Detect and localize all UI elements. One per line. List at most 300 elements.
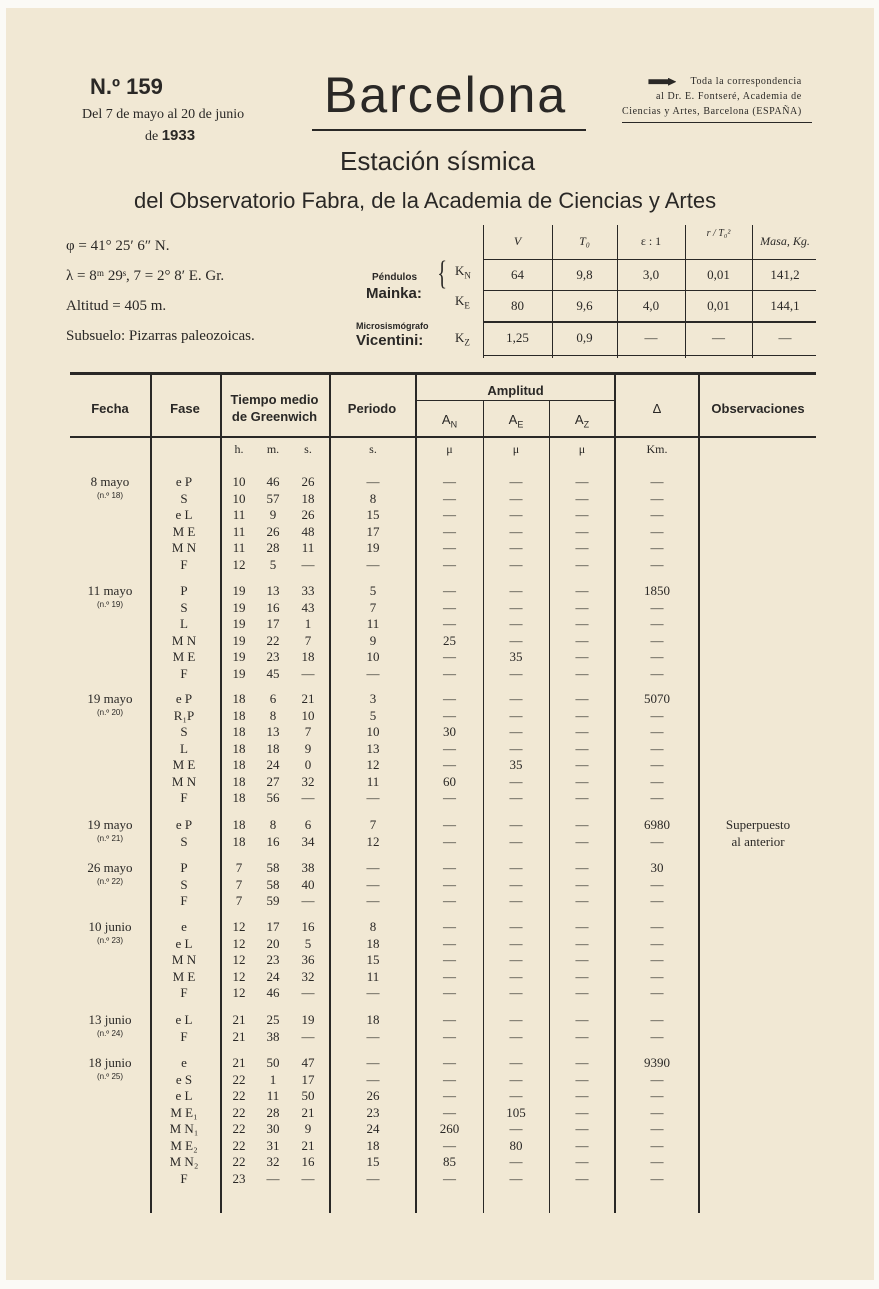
header-observaciones: Observaciones <box>711 401 805 416</box>
cell-periodo: 12 <box>366 833 380 849</box>
cell-periodo: 23 <box>366 1104 380 1120</box>
cell-amp-e: — <box>509 556 523 572</box>
event-number: (n.º 22) <box>96 877 124 886</box>
cell-amp-e: — <box>509 1028 523 1044</box>
cell-second: 9 <box>304 740 312 756</box>
unit-m: m. <box>266 442 280 456</box>
header-periodo: Periodo <box>347 401 397 416</box>
cell-hour: 22 <box>232 1154 246 1169</box>
cell-delta: — <box>650 1170 664 1186</box>
cell-amp-e: — <box>509 919 523 934</box>
cell-second: 0 <box>304 757 312 772</box>
cell-fase: S <box>180 833 188 849</box>
cell-amp-z: — <box>575 935 589 951</box>
inst-value: 3,0 <box>642 267 660 282</box>
cell-minute: 26 <box>266 523 280 539</box>
cell-second: — <box>301 665 315 681</box>
cell-minute: 57 <box>266 490 280 506</box>
component-sub: Z <box>464 337 470 348</box>
cell-amp-z: — <box>575 1137 589 1153</box>
cell-minute: 8 <box>269 817 277 832</box>
cell-periodo: — <box>366 1170 380 1186</box>
cell-amp-e: 35 <box>509 649 523 664</box>
cell-periodo: 5 <box>369 707 377 723</box>
cell-second: 50 <box>301 1088 315 1103</box>
correspondence-line-3: Ciencias y Artes, Barcelona (ESPAÑA) <box>622 106 802 117</box>
cell-delta: — <box>650 1012 664 1027</box>
cell-delta: — <box>650 773 664 789</box>
cell-hour: 19 <box>232 599 246 615</box>
cell-amp-n: — <box>443 817 456 832</box>
cell-amp-z: — <box>575 540 589 555</box>
inst-value: 0,01 <box>707 267 730 282</box>
cell-minute: 27 <box>266 773 280 789</box>
table-top-rule <box>70 372 816 375</box>
cell-amp-e: — <box>509 707 523 723</box>
header-tiempo-2: de Greenwich <box>231 409 318 424</box>
cell-amp-n: — <box>443 876 456 892</box>
cell-hour: 7 <box>235 860 243 875</box>
cell-hour: 12 <box>232 985 246 1000</box>
cell-minute: 31 <box>266 1137 280 1153</box>
cell-fase: S <box>180 876 188 892</box>
component-sub: N <box>464 270 471 281</box>
cell-minute: 56 <box>266 790 280 805</box>
cell-minute: 18 <box>266 740 280 756</box>
cell-amp-z: — <box>575 1088 589 1103</box>
cell-second: — <box>301 985 315 1000</box>
cell-amp-n: — <box>443 616 456 631</box>
cell-second: — <box>301 1028 315 1044</box>
cell-amp-z: — <box>575 817 589 832</box>
cell-fase: S <box>180 724 188 739</box>
cell-amp-n: — <box>443 1088 456 1103</box>
event-number: (n.º 21) <box>96 834 124 843</box>
cell-minute: 24 <box>266 757 280 772</box>
inst-grid-line <box>483 321 816 323</box>
cell-amp-n: — <box>443 507 456 522</box>
cell-second: 16 <box>301 919 315 934</box>
cell-periodo: — <box>366 876 380 892</box>
cell-amp-e: 80 <box>509 1137 523 1153</box>
cell-periodo: 10 <box>366 724 380 739</box>
event-number: (n.º 25) <box>96 1072 124 1081</box>
cell-amp-e: — <box>509 876 523 892</box>
cell-hour: 23 <box>232 1170 246 1186</box>
cell-delta: — <box>650 1104 664 1120</box>
event-number: (n.º 24) <box>96 1029 124 1038</box>
cell-minute: 1 <box>269 1071 277 1087</box>
cell-hour: 22 <box>232 1121 246 1136</box>
cell-fase: e <box>181 919 187 934</box>
cell-amp-z: — <box>575 599 589 615</box>
title-rule <box>312 129 586 131</box>
pendulos-label: Péndulos <box>372 272 418 283</box>
cell-amp-n: — <box>443 833 456 849</box>
cell-amp-z: — <box>575 707 589 723</box>
cell-delta: — <box>650 707 664 723</box>
cell-delta: — <box>650 474 664 489</box>
cell-amp-e: — <box>509 1170 523 1186</box>
header-an <box>416 412 483 430</box>
cell-fase: e S <box>175 1071 193 1087</box>
year-line <box>145 127 195 145</box>
component-sub: E <box>464 300 470 311</box>
cell-amp-z: — <box>575 523 589 539</box>
cell-minute: 46 <box>266 474 280 489</box>
cell-hour: 12 <box>232 556 246 572</box>
inst-header-r: r / T₀² <box>706 228 731 239</box>
cell-amp-e: — <box>509 1154 523 1169</box>
cell-amp-n: — <box>443 556 456 572</box>
cell-observacion: al anterior <box>731 833 785 849</box>
cell-amp-z: — <box>575 1055 589 1070</box>
cell-fase: F <box>180 1028 188 1044</box>
cell-fase: M N <box>171 540 197 555</box>
inst-header-v: V <box>513 234 522 248</box>
cell-amp-n: 30 <box>443 724 456 739</box>
cell-delta: — <box>650 507 664 522</box>
cell-amp-n: — <box>443 490 456 506</box>
cell-amp-e: — <box>509 599 523 615</box>
cell-amp-e: — <box>509 665 523 681</box>
cell-periodo: 9 <box>369 632 377 648</box>
cell-fase: M N <box>171 632 197 648</box>
cell-hour: 12 <box>232 968 246 984</box>
microsismografo-label: Microsismógrafo <box>356 321 429 331</box>
cell-observacion: Superpuesto <box>725 817 791 832</box>
cell-hour: 18 <box>232 724 246 739</box>
cell-hour: 22 <box>232 1104 246 1120</box>
cell-amp-n: — <box>443 1104 456 1120</box>
component-letter: K <box>455 293 465 308</box>
header-az <box>549 412 615 430</box>
cell-minute: 8 <box>269 707 277 723</box>
cell-amp-z: — <box>575 757 589 772</box>
cell-hour: 12 <box>232 952 246 967</box>
cell-fase: P <box>180 860 188 875</box>
cell-fase: e P <box>175 817 193 832</box>
cell-amp-e: — <box>509 1012 523 1027</box>
unit-ae: μ <box>512 442 520 456</box>
cell-amp-e: — <box>509 1055 523 1070</box>
inst-value: — <box>712 330 725 345</box>
component-letter: K <box>455 263 465 278</box>
cell-amp-e: — <box>509 790 523 805</box>
cell-amp-n: — <box>443 968 456 984</box>
cell-amp-e: — <box>509 523 523 539</box>
cell-second: 17 <box>301 1071 315 1087</box>
inst-value: 144,1 <box>770 298 800 313</box>
cell-amp-z: — <box>575 556 589 572</box>
cell-second: 16 <box>301 1154 315 1169</box>
cell-amp-n: 85 <box>443 1154 456 1169</box>
event-number: (n.º 18) <box>96 491 124 500</box>
cell-second: 19 <box>301 1012 315 1027</box>
cell-second: — <box>301 893 315 908</box>
cell-periodo: 13 <box>366 740 380 756</box>
cell-fase: F <box>180 985 188 1000</box>
cell-second: 7 <box>304 724 312 739</box>
cell-amp-e: — <box>509 985 523 1000</box>
cell-periodo: — <box>366 1028 380 1044</box>
pointing-hand-icon <box>648 78 676 86</box>
cell-amp-n: — <box>443 860 456 875</box>
header-delta: Δ <box>652 401 662 416</box>
cell-amp-n: — <box>443 1137 456 1153</box>
cell-amp-z: — <box>575 632 589 648</box>
cell-amp-z: — <box>575 1121 589 1136</box>
cell-amp-z: — <box>575 665 589 681</box>
cell-fase: F <box>180 665 188 681</box>
cell-hour: 18 <box>232 757 246 772</box>
cell-amp-e: — <box>509 632 523 648</box>
cell-amp-e: — <box>509 773 523 789</box>
cell-minute: 45 <box>266 665 280 681</box>
cell-amp-e: — <box>509 860 523 875</box>
cell-second: 18 <box>301 490 315 506</box>
cell-periodo: 8 <box>369 919 377 934</box>
cell-delta: — <box>650 1071 664 1087</box>
cell-minute: 28 <box>266 1104 280 1120</box>
cell-periodo: — <box>366 985 380 1000</box>
event-number: (n.º 20) <box>96 708 124 717</box>
cell-minute: 25 <box>266 1012 280 1027</box>
cell-hour: 10 <box>232 474 246 489</box>
unit-s: s. <box>304 442 312 456</box>
cell-hour: 22 <box>232 1071 246 1087</box>
cell-periodo: 8 <box>369 490 377 506</box>
inst-header-eps: ε : 1 <box>640 234 662 248</box>
unit-h: h. <box>234 442 244 456</box>
cell-delta: — <box>650 919 664 934</box>
cell-hour: 18 <box>232 691 246 706</box>
cell-fase: M E <box>172 757 196 772</box>
cell-delta: — <box>650 1088 664 1103</box>
cell-minute: 32 <box>266 1154 280 1169</box>
cell-minute: 59 <box>266 893 280 908</box>
cell-hour: 21 <box>232 1012 246 1027</box>
cell-delta: 6980 <box>644 817 670 832</box>
cell-fase: M E₁ <box>170 1104 198 1120</box>
cell-amp-n: — <box>443 985 456 1000</box>
page-title: Barcelona <box>324 67 568 123</box>
cell-hour: 18 <box>232 817 246 832</box>
cell-second: 5 <box>304 935 312 951</box>
table-header-rule <box>70 436 816 438</box>
cell-amp-z: — <box>575 952 589 967</box>
cell-amp-n: — <box>443 1170 456 1186</box>
cell-periodo: — <box>366 556 380 572</box>
cell-hour: 18 <box>232 790 246 805</box>
cell-amp-n: — <box>443 523 456 539</box>
cell-second: — <box>301 790 315 805</box>
inst-value: 9,6 <box>576 298 593 313</box>
cell-hour: 22 <box>232 1088 246 1103</box>
cell-delta: — <box>650 935 664 951</box>
cell-hour: 11 <box>232 540 246 555</box>
cell-periodo: 3 <box>369 691 377 706</box>
row-date: 8 mayo <box>90 474 130 489</box>
cell-delta: 1850 <box>644 583 670 598</box>
cell-periodo: 17 <box>366 523 380 539</box>
cell-amp-z: — <box>575 724 589 739</box>
cell-hour: 18 <box>232 833 246 849</box>
cell-amp-e: — <box>509 616 523 631</box>
cell-amp-e: — <box>509 968 523 984</box>
cell-amp-n: — <box>443 665 456 681</box>
cell-periodo: — <box>366 474 380 489</box>
cell-second: 10 <box>301 707 315 723</box>
cell-fase: P <box>180 583 188 598</box>
cell-minute: 17 <box>266 919 280 934</box>
cell-second: 43 <box>301 599 315 615</box>
unit-delta: Km. <box>646 442 668 456</box>
cell-amp-e: — <box>509 1071 523 1087</box>
cell-fase: e P <box>175 691 193 706</box>
cell-second: 47 <box>301 1055 315 1070</box>
cell-fase: M E <box>172 649 196 664</box>
cell-periodo: — <box>366 790 380 805</box>
cell-amp-z: — <box>575 893 589 908</box>
cell-periodo: — <box>366 1071 380 1087</box>
cell-delta: — <box>650 632 664 648</box>
cell-second: 6 <box>304 817 312 832</box>
cell-second: 1 <box>304 616 312 631</box>
cell-periodo: 7 <box>369 817 377 832</box>
inst-value: 141,2 <box>770 267 800 282</box>
cell-fase: e P <box>175 474 193 489</box>
cell-hour: 10 <box>232 490 246 506</box>
cell-amp-z: — <box>575 490 589 506</box>
cell-amp-n: 260 <box>439 1121 460 1136</box>
cell-periodo: 11 <box>366 616 380 631</box>
cell-hour: 7 <box>235 893 243 908</box>
cell-amp-z: — <box>575 474 589 489</box>
component-kn <box>455 263 471 281</box>
cell-delta: — <box>650 616 664 631</box>
cell-amp-n: — <box>443 952 456 967</box>
subtitle-station: Estación sísmica <box>340 146 536 176</box>
row-date: 18 junio <box>88 1055 132 1070</box>
amplitud-rule <box>416 400 615 401</box>
cell-hour: 11 <box>232 507 246 522</box>
unit-an: μ <box>446 442 453 456</box>
cell-delta: — <box>650 724 664 739</box>
cell-delta: — <box>650 665 664 681</box>
cell-hour: 18 <box>232 740 246 756</box>
cell-fase: e L <box>175 507 193 522</box>
cell-delta: — <box>650 1028 664 1044</box>
cell-fase: S <box>180 599 188 615</box>
cell-periodo: — <box>366 665 380 681</box>
cell-amp-z: — <box>575 1071 589 1087</box>
cell-second: 32 <box>301 968 315 984</box>
cell-minute: 23 <box>266 952 280 967</box>
header-fase: Fase <box>170 401 200 416</box>
mainka-label: Mainka: <box>366 285 422 302</box>
cell-second: 36 <box>301 952 315 967</box>
inst-value: 9,8 <box>576 267 593 282</box>
header-ae <box>483 412 549 430</box>
cell-periodo: 11 <box>366 968 380 984</box>
cell-amp-z: — <box>575 1154 589 1169</box>
cell-periodo: 18 <box>366 935 380 951</box>
cell-amp-e: — <box>509 1121 523 1136</box>
cell-second: 21 <box>301 1137 315 1153</box>
cell-minute: 38 <box>266 1028 280 1044</box>
cell-amp-e: — <box>509 490 523 506</box>
cell-amp-z: — <box>575 691 589 706</box>
cell-amp-n: — <box>443 540 456 555</box>
correspondence-line-2: al Dr. E. Fontseré, Academia de <box>656 91 802 102</box>
cell-hour: 19 <box>232 665 246 681</box>
correspondence-note <box>622 74 802 119</box>
cell-hour: 18 <box>232 707 246 723</box>
component-ke <box>455 293 470 311</box>
cell-hour: 12 <box>232 919 246 934</box>
cell-second: 7 <box>304 632 312 648</box>
cell-delta: — <box>650 952 664 967</box>
cell-amp-e: — <box>509 833 523 849</box>
cell-second: 33 <box>301 583 315 598</box>
longitude: λ = 8ᵐ 29ˢ, 7 = 2° 8′ E. Gr. <box>66 268 225 284</box>
cell-hour: 21 <box>232 1055 246 1070</box>
cell-amp-e: — <box>509 1088 523 1103</box>
cell-amp-n: — <box>443 599 456 615</box>
cell-fase: M E <box>172 523 196 539</box>
cell-periodo: 18 <box>366 1137 380 1153</box>
brace-icon: { <box>437 255 448 292</box>
cell-minute: 17 <box>266 616 280 631</box>
cell-fase: S <box>180 490 188 506</box>
component-letter: K <box>455 330 465 345</box>
cell-minute: 16 <box>266 833 280 849</box>
cell-minute: 20 <box>266 935 280 951</box>
cell-minute: 5 <box>269 556 277 572</box>
cell-amp-n: — <box>443 1028 456 1044</box>
cell-amp-z: — <box>575 1012 589 1027</box>
cell-second: — <box>301 1170 315 1186</box>
cell-amp-e: — <box>509 583 523 598</box>
cell-periodo: 19 <box>366 540 380 555</box>
cell-amp-n: — <box>443 707 456 723</box>
cell-amp-e: — <box>509 740 523 756</box>
cell-periodo: — <box>366 1055 380 1070</box>
cell-amp-n: — <box>443 919 456 934</box>
event-number: (n.º 23) <box>96 936 124 945</box>
component-kz <box>455 330 470 348</box>
cell-amp-e: — <box>509 540 523 555</box>
inst-value: 80 <box>511 298 524 313</box>
inst-value: 64 <box>511 267 524 282</box>
cell-periodo: 11 <box>366 773 380 789</box>
cell-minute: 50 <box>266 1055 280 1070</box>
altitude: Altitud = 405 m. <box>66 298 167 314</box>
cell-amp-e: — <box>509 952 523 967</box>
cell-amp-n: — <box>443 691 456 706</box>
cell-amp-n: — <box>443 740 456 756</box>
cell-hour: 19 <box>232 616 246 631</box>
subtitle-observatory: del Observatorio Fabra, de la Academia de Ciencias y Artes <box>134 188 717 213</box>
header-fecha: Fecha <box>91 401 129 416</box>
cell-delta: — <box>650 790 664 805</box>
cell-minute: 9 <box>269 507 277 522</box>
cell-delta: — <box>650 833 664 849</box>
cell-periodo: 24 <box>366 1121 380 1136</box>
cell-amp-z: — <box>575 985 589 1000</box>
cell-fase: F <box>180 893 188 908</box>
